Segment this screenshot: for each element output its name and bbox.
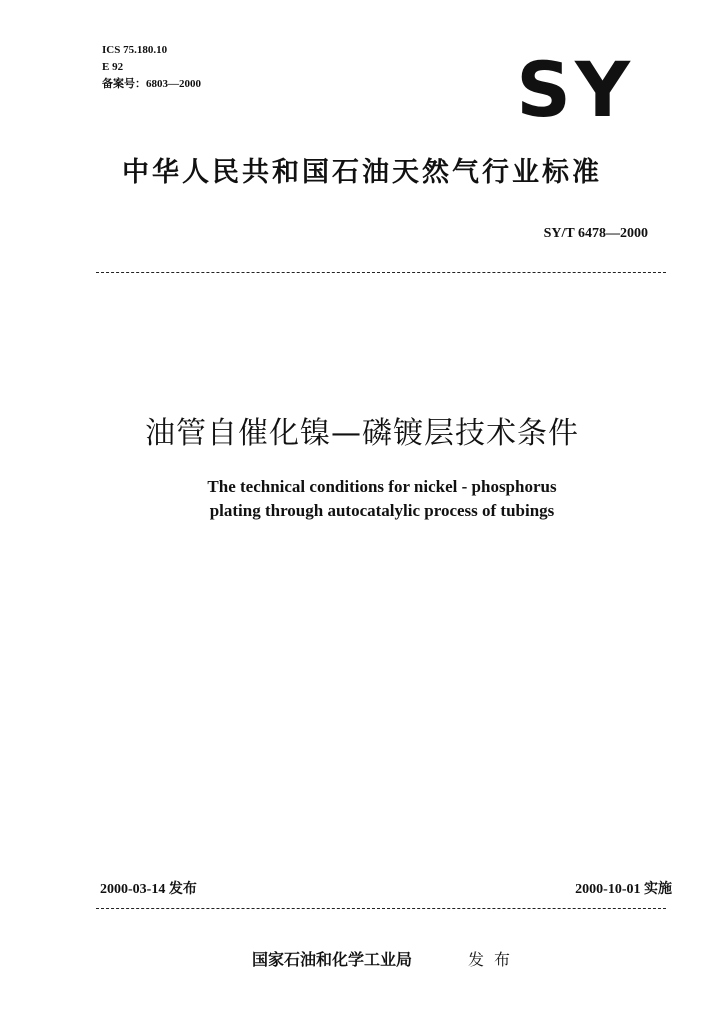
effective-date: 2000-10-01 实施	[575, 882, 672, 897]
standard-title: 中华人民共和国石油天然气行业标准	[122, 157, 602, 188]
document-title-en-line1: The technical conditions for nickel - phosphorus	[207, 477, 557, 496]
issue-label: 发布	[468, 950, 521, 969]
category-code: E 92	[102, 61, 124, 73]
document-title-en-line2: plating through autocatalylic process of tubings	[209, 501, 555, 520]
filing-number: 备案号：6803—2000	[102, 78, 201, 90]
document-title-cn: 油管自催化镍—磷镀层技术条件	[145, 416, 579, 451]
bottom-divider	[96, 908, 666, 909]
top-divider	[96, 272, 666, 273]
issuing-authority: 国家石油和化学工业局	[252, 950, 413, 969]
standard-number: SY/T 6478—2000	[543, 226, 648, 241]
header-meta	[102, 42, 201, 93]
release-date: 2000-03-14 发布	[100, 882, 197, 897]
ics-code: ICS 75.180.10	[102, 44, 168, 56]
sy-logo: SY	[516, 45, 634, 134]
